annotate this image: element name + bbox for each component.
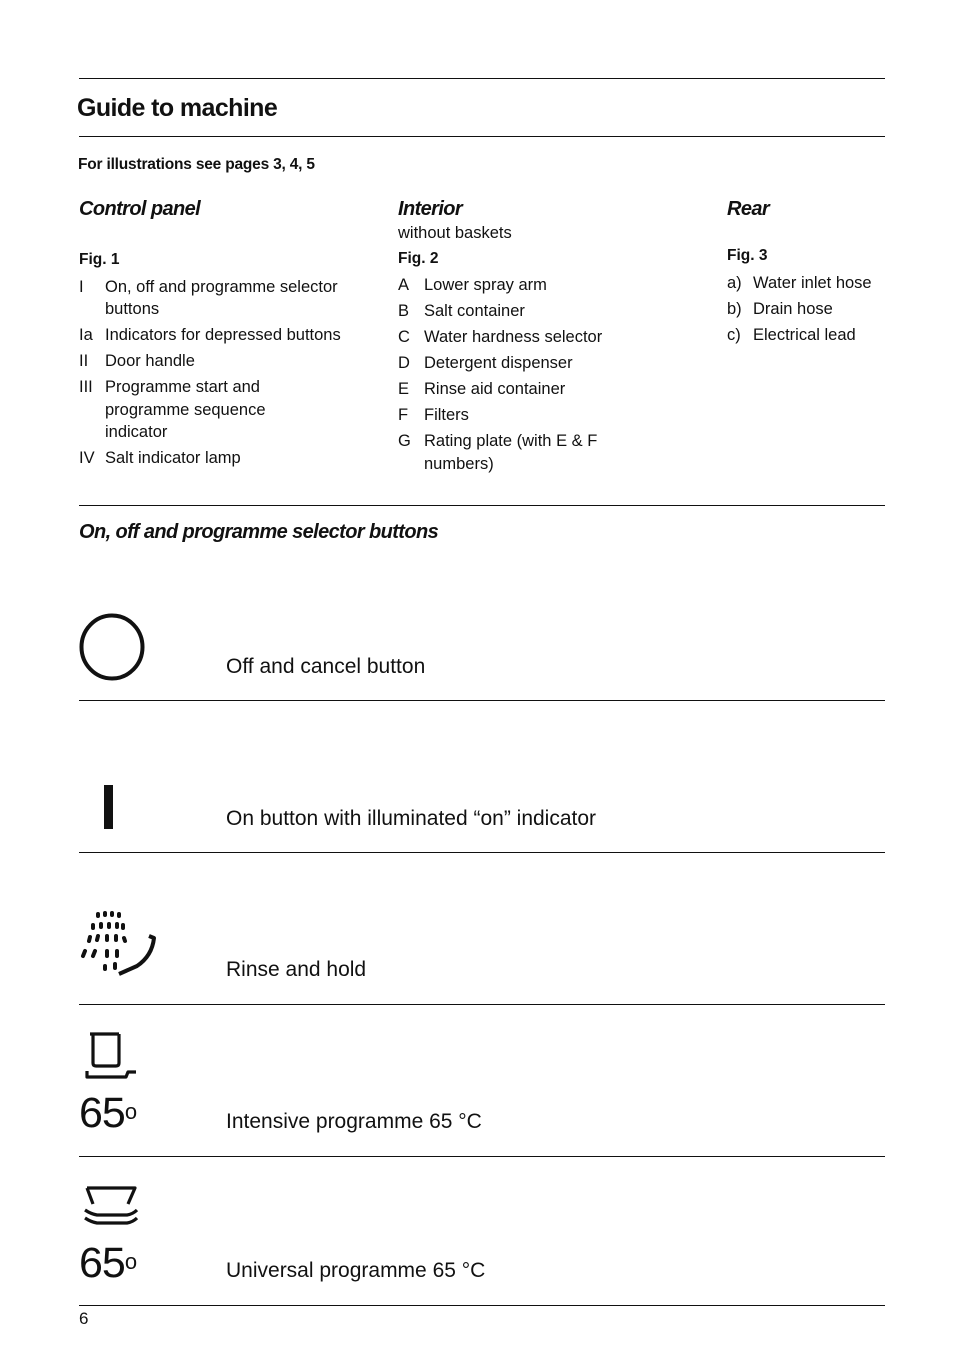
list-item [398,274,698,297]
item-key: D [398,354,410,372]
item-text: Salt indicator lamp [105,449,241,467]
intensive-label: Intensive programme 65 °C [226,1110,482,1133]
page-number: 6 [79,1309,89,1328]
rinse-label: Rinse and hold [226,958,367,981]
item-key: IV [79,449,95,467]
item-key: C [398,328,410,346]
button-row-intensive [79,1020,885,1156]
title-rule [79,136,885,137]
item-key: G [398,432,411,450]
row-rule [79,1004,885,1005]
list-item [398,300,698,323]
item-text: Door handle [105,352,195,370]
button-row-off [79,600,885,700]
item-key: II [79,352,89,370]
interior-column [398,196,698,479]
list-item [398,404,698,427]
control-panel-heading: Control panel [79,198,201,220]
universal-degree-mark: o [124,1249,137,1274]
fig-2-label: Fig. 2 [398,249,439,267]
item-key: A [398,276,410,294]
item-text: Water hardness selector [424,328,603,346]
intensive-pot-icon [84,1028,154,1098]
item-key: III [79,378,93,396]
off-circle-icon [79,607,149,687]
intensive-temp [79,1089,137,1137]
control-panel-column [79,196,379,473]
illustrations-note: For illustrations see pages 3, 4, 5 [78,156,315,173]
list-item [79,350,379,373]
interior-heading: Interior [398,198,463,220]
item-key: b) [727,299,742,318]
rear-column [727,196,927,350]
row-rule [79,852,885,853]
list-item [398,352,698,375]
item-text: Programme start and programme sequence indicator [105,378,266,441]
item-text: Rinse aid container [424,380,566,398]
intensive-degree-mark: o [124,1099,137,1124]
item-text: Detergent dispenser [424,354,573,372]
item-text: Indicators for depressed buttons [105,326,341,344]
item-key: a) [727,273,742,292]
item-text: Lower spray arm [424,276,547,294]
section-rule [79,505,885,506]
list-item [79,324,379,347]
item-key: E [398,380,410,398]
intensive-temp-value: 65 [79,1089,125,1137]
row-rule [79,700,885,701]
item-text: On, off and programme selector buttons [105,277,338,318]
universal-temp-value: 65 [79,1239,125,1287]
list-item [727,298,927,321]
list-item [79,276,379,321]
list-item [727,324,927,347]
item-text: Salt container [424,302,525,320]
button-row-on [79,760,885,852]
buttons-section-heading: On, off and programme selector buttons [79,521,439,543]
item-text: Electrical lead [753,325,856,344]
button-row-rinse [79,900,885,1004]
list-item [398,378,698,401]
bottom-rule [79,1305,885,1306]
item-key: c) [727,325,741,344]
on-button-label: On button with illuminated “on” indicator [226,807,597,830]
off-button-label: Off and cancel button [226,655,426,678]
item-key: F [398,406,409,424]
item-key: Ia [79,326,93,344]
item-text: Rating plate (with E & F numbers) [424,432,598,473]
item-text: Drain hose [753,299,833,318]
on-bar-icon [97,782,137,862]
item-key: I [79,277,84,296]
top-rule [79,78,885,79]
fig-3-label: Fig. 3 [727,247,768,264]
list-item [79,376,379,444]
universal-label: Universal programme 65 °C [226,1259,486,1282]
interior-note: without baskets [398,224,512,242]
page-title: Guide to machine [77,94,278,122]
universal-dish-icon [83,1180,153,1240]
list-item [398,326,698,349]
item-text: Filters [424,406,469,424]
button-row-universal [79,1170,885,1306]
row-rule [79,1156,885,1157]
fig-1-label: Fig. 1 [79,251,120,268]
rinse-spray-icon [79,908,169,998]
rear-heading: Rear [727,198,770,220]
list-item [79,447,379,470]
list-item [398,430,698,475]
universal-temp [79,1239,137,1287]
item-text: Water inlet hose [753,273,872,292]
list-item [727,272,927,295]
item-key: B [398,302,410,320]
